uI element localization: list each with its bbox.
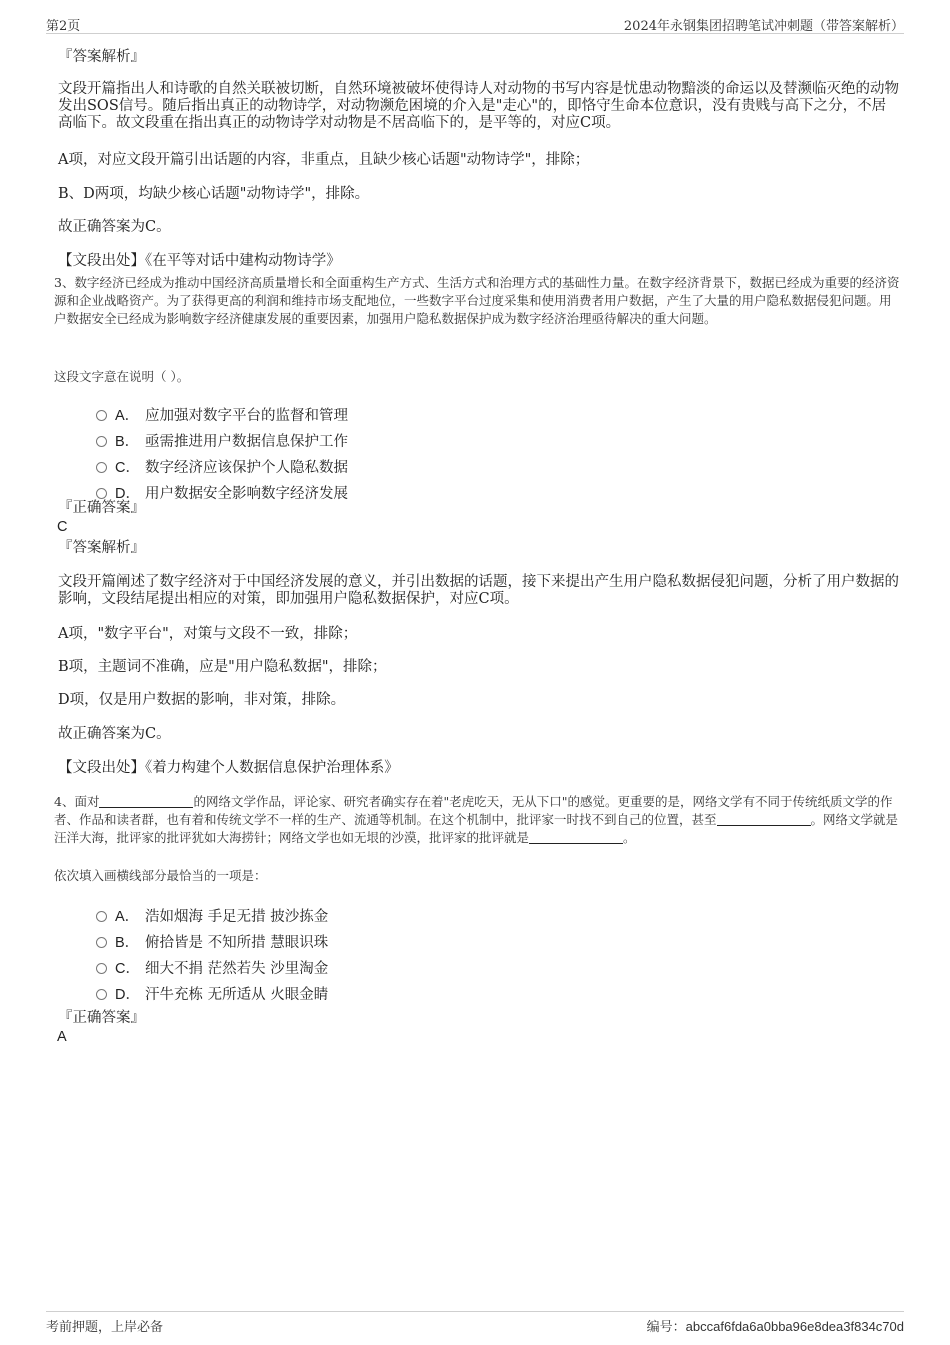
radio-icon[interactable] bbox=[96, 462, 107, 473]
q4-option-c[interactable]: C． 细大不捐 茫然若失 沙里淘金 bbox=[96, 957, 328, 977]
page-number: 第2页 bbox=[46, 19, 81, 34]
q3-option-b[interactable]: B． 亟需推进用户数据信息保护工作 bbox=[96, 430, 348, 450]
radio-icon[interactable] bbox=[96, 989, 107, 1000]
footer-slogan: 考前押题，上岸必备 bbox=[46, 1320, 164, 1335]
q3-source: 【文段出处】《着力构建个人数据信息保护治理体系》 bbox=[58, 760, 399, 776]
q2-analysis-heading: 『答案解析』 bbox=[58, 49, 145, 65]
q3-option-a[interactable]: A． 应加强对数字平台的监督和管理 bbox=[96, 404, 348, 424]
radio-icon[interactable] bbox=[96, 937, 107, 948]
q3-question: 这段文字意在说明（ ）。 bbox=[54, 369, 190, 384]
page-footer bbox=[46, 1311, 904, 1335]
q3-conclusion: 故正确答案为C。 bbox=[58, 726, 171, 742]
q3-note-a: A项，"数字平台"，对策与文段不一致，排除； bbox=[58, 626, 358, 642]
page-header bbox=[46, 14, 904, 34]
fill-blank-2 bbox=[717, 813, 811, 826]
q4-question: 依次填入画横线部分最恰当的一项是： bbox=[54, 868, 267, 883]
q3-note-d: D项，仅是用户数据的影响，非对策，排除。 bbox=[58, 692, 346, 708]
q4-option-a[interactable]: A． 浩如烟海 手足无措 披沙拣金 bbox=[96, 905, 328, 925]
radio-icon[interactable] bbox=[96, 436, 107, 447]
q2-source: 【文段出处】《在平等对话中建构动物诗学》 bbox=[58, 253, 341, 269]
q3-option-c[interactable]: C． 数字经济应该保护个人隐私数据 bbox=[96, 456, 348, 476]
document-id: 编号：abccaf6fda6a0bba96e8dea3f834c70d bbox=[646, 1319, 904, 1334]
q2-conclusion: 故正确答案为C。 bbox=[58, 219, 171, 235]
radio-icon[interactable] bbox=[96, 963, 107, 974]
radio-icon[interactable] bbox=[96, 488, 107, 499]
q4-answer: A bbox=[57, 1029, 67, 1045]
q3-analysis-text: 文段开篇阐述了数字经济对于中国经济发展的意义，并引出数据的话题，接下来提出产生用户隐私数据侵犯问题，分析了用户数据的影响，文段结尾提出相应的对策，即加强用户隐私数据保护，对应C项。 bbox=[58, 574, 899, 607]
radio-icon[interactable] bbox=[96, 911, 107, 922]
fill-blank-3 bbox=[529, 831, 623, 844]
q3-analysis-heading: 『答案解析』 bbox=[58, 540, 145, 556]
q3-option-d[interactable]: D． 用户数据安全影响数字经济发展 bbox=[96, 482, 348, 502]
q4-option-b[interactable]: B． 俯拾皆是 不知所措 慧眼识珠 bbox=[96, 931, 328, 951]
q3-answer-heading: 『正确答案』 bbox=[58, 500, 145, 516]
radio-icon[interactable] bbox=[96, 410, 107, 421]
q4-stem: 4、面对 的网络文学作品，评论家、研究者确实存在着"老虎吃天，无从下口"的感觉。更重要的是，网络文学有不同于传统纸质文学的作者、作品和读者群，也有着和传统文学不一样的生产、流通等机制。在这个机制中，批评家一时找不到自己的位置，甚至 。网络文学就是汪洋大海，批评家的批评犹如大海捞针；网络文学也如无垠的沙漠，批评家的批评就是 。 bbox=[54, 794, 899, 845]
document-title: 2024年永钢集团招聘笔试冲刺题（带答案解析） bbox=[623, 19, 904, 34]
q4-option-d[interactable]: D． 汗牛充栋 无所适从 火眼金睛 bbox=[96, 983, 328, 1003]
q2-analysis-text: 文段开篇指出人和诗歌的自然关联被切断，自然环境被破坏使得诗人对动物的书写内容是忧患动物黯淡的命运以及替濒临灭绝的动物发出SOS信号。随后指出真正的动物诗学，对动物濒危困境的介入是"走心"的，即恪守生命本位意识，没有贵贱与高下之分，不居高临下。故文段重在指出真正的动物诗学对动物是不居高临下的，是平等的，对应C项。 bbox=[58, 81, 899, 131]
q3-stem: 3、数字经济已经成为推动中国经济高质量增长和全面重构生产方式、生活方式和治理方式的基础性力量。在数字经济背景下，数据已经成为重要的经济资源和企业战略资产。为了获得更高的利润和维持市场支配地位，一些数字平台过度采集和使用消费者用户数据，产生了大量的用户隐私数据侵犯问题。用户数据安全已经成为影响数字经济健康发展的重要因素，加强用户隐私数据保护成为数字经济治理亟待解决的重大问题。 bbox=[54, 275, 900, 326]
q2-note-bd: B、D两项，均缺少核心话题"动物诗学"，排除。 bbox=[58, 186, 370, 202]
q3-note-b: B项，主题词不准确，应是"用户隐私数据"，排除； bbox=[58, 659, 387, 675]
q2-note-a: A项，对应文段开篇引出话题的内容，非重点，且缺少核心话题"动物诗学"，排除； bbox=[58, 152, 590, 168]
fill-blank-1 bbox=[99, 795, 193, 808]
q4-answer-heading: 『正确答案』 bbox=[58, 1010, 145, 1026]
q3-answer: C bbox=[57, 519, 68, 535]
